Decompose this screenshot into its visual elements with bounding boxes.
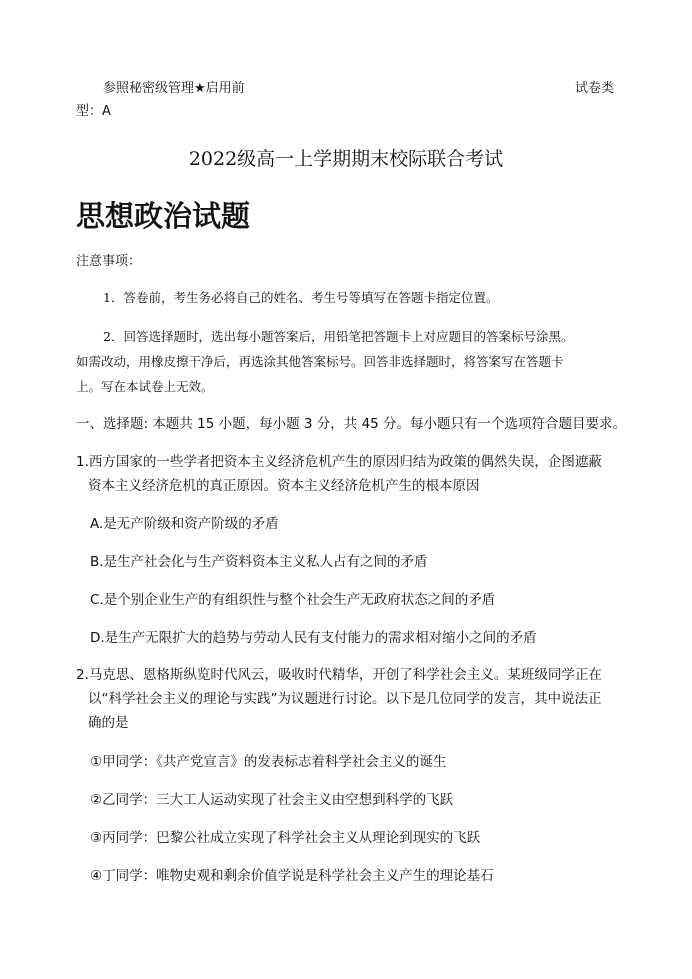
question-1-option-c: C.是个别企业生产的有组织性与整个社会生产无政府状态之间的矛盾 [90,592,496,608]
notice-item-1: 1．答卷前，考生务必将自己的姓名、考生号等填写在答题卡指定位置。 [103,290,499,305]
question-1-option-d: D.是生产无限扩大的趋势与劳动人民有支付能力的需求相对缩小之间的矛盾 [90,630,537,646]
notice-item-2-line-2: 如需改动，用橡皮擦干净后，再选涂其他答案标号。回答非选择题时，将答案写在答题卡 [76,354,564,369]
subject-title: 思想政治试题 [76,199,251,233]
question-1-option-b: B.是生产社会化与生产资料资本主义私人占有之间的矛盾 [90,554,428,570]
notice-item-2-line-3: 上。写在本试卷上无效。 [76,379,214,394]
question-2-statement-2: ②乙同学：三大工人运动实现了社会主义由空想到科学的飞跃 [90,792,454,808]
section-heading: 一、选择题: 本题共 15 小题，每小题 3 分，共 45 分。每小题只有一个选项符合题目要求。 [76,416,627,432]
question-1-stem-line-2: 资本主义经济危机的真正原因。资本主义经济危机产生的根本原因 [88,478,480,494]
question-2-stem-line-1: 2.马克思、恩格斯纵览时代风云，吸收时代精华，开创了科学社会主义。某班级同学正在 [76,667,602,683]
exam-title: 2022级高一上学期期末校际联合考试 [188,148,504,170]
confidential-label: 参照秘密级管理★启用前 [103,81,245,96]
notice-item-2-line-1: 2．回答选择题时，选出每小题答案后，用铅笔把答题卡上对应题目的答案标号涂黑。 [103,329,574,344]
notice-heading: 注意事项： [76,254,142,269]
question-2-stem-line-2: 以“科学社会主义的理论与实践”为议题进行讨论。以下是几位同学的发言，其中说法正 [88,691,602,707]
question-2-statement-3: ③丙同学：巴黎公社成立实现了科学社会主义从理论到现实的飞跃 [90,830,481,846]
question-2-stem-line-3: 确的是 [88,715,129,731]
question-1-stem-line-1: 1.西方国家的一些学者把资本主义经济危机产生的原因归结为政策的偶然失误，企图遮蔽 [76,454,602,470]
question-1-option-a: A.是无产阶级和资产阶级的矛盾 [90,516,279,532]
question-2-statement-1: ①甲同学：《共产党宣言》的发表标志着科学社会主义的诞生 [90,754,447,770]
paper-type-value: 型：A [76,104,111,119]
question-2-statement-4: ④丁同学：唯物史观和剩余价值学说是科学社会主义产生的理论基石 [90,868,494,884]
paper-type-label: 试卷类 [574,81,614,96]
